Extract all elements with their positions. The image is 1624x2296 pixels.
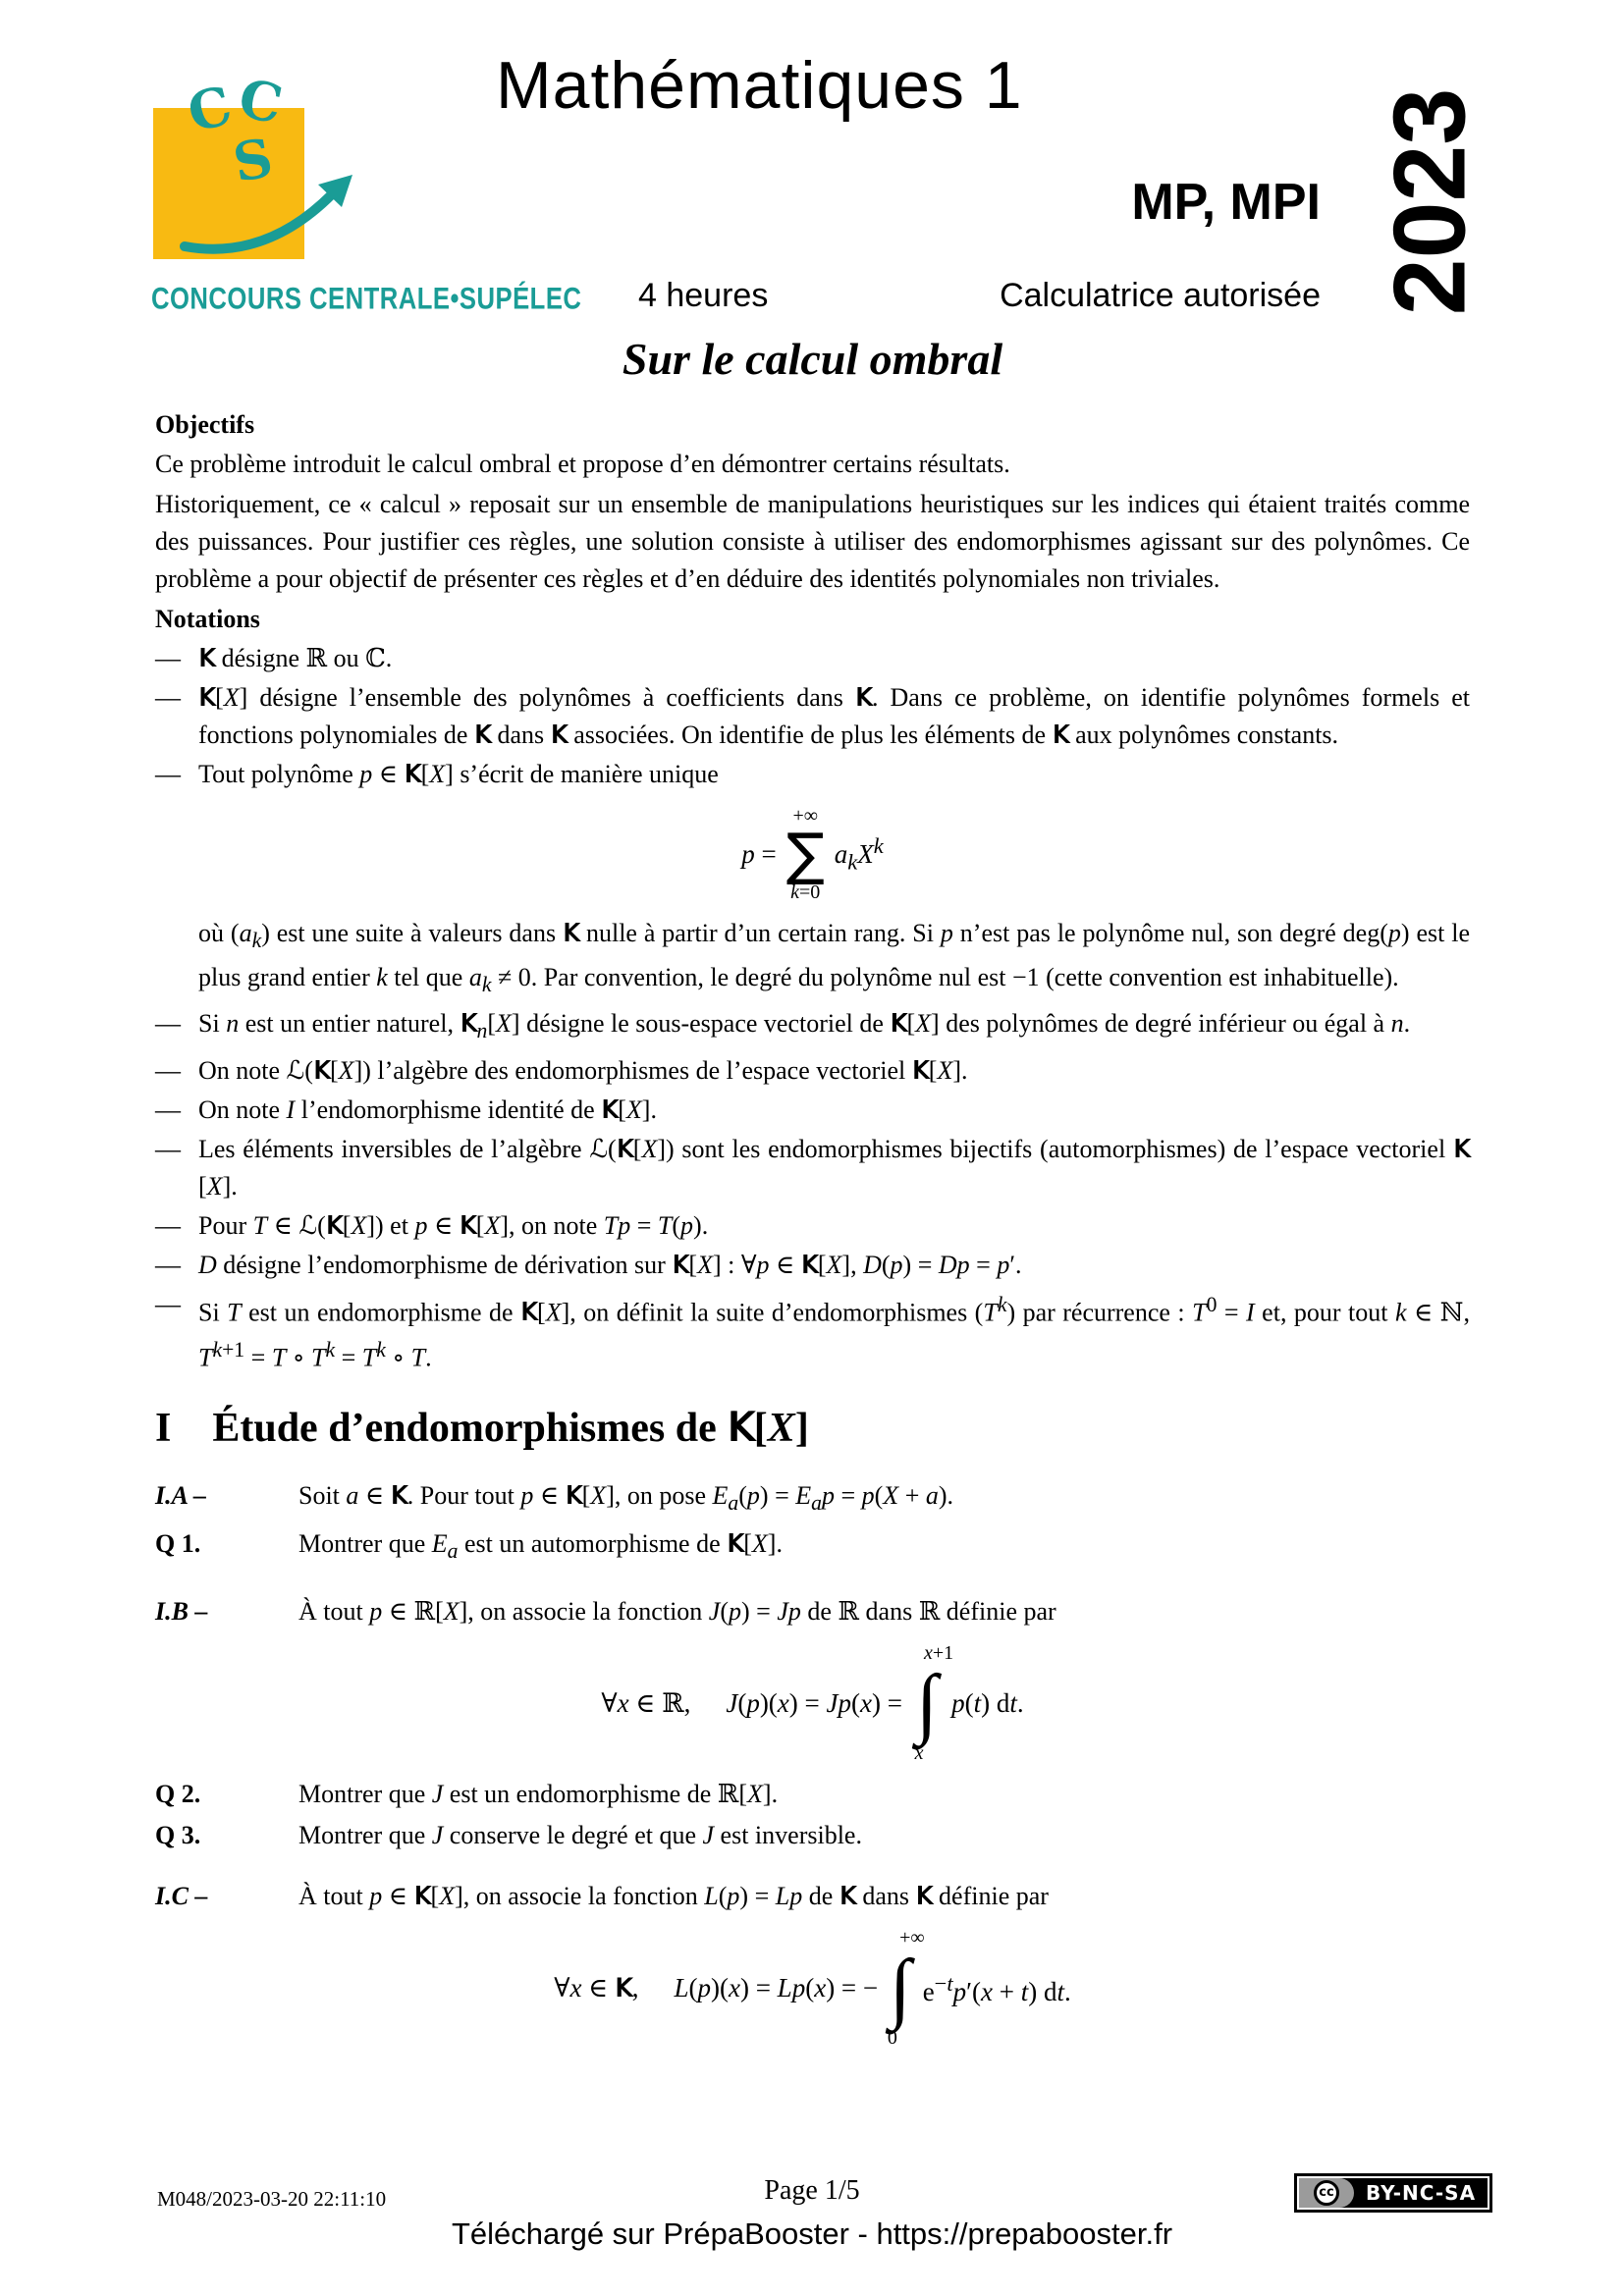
notation-item-7: — Les éléments inversibles de l’algèbre ℒ(K K[X]) sont les endomorphismes bijectifs (automorphismes) de l’espace vectoriel K K[X]. xyxy=(155,1131,1470,1205)
sum-upper-limit: +∞ xyxy=(792,805,818,827)
question-2: Q 2. Montrer que J est un endomorphisme de ℝ[X]. xyxy=(155,1776,1470,1813)
item-IC: I.C – À tout p ∈ K K[X], on associe la fonction L(p) = Lp de K K dans K K définie par xyxy=(155,1878,1470,1915)
objectifs-paragraph-1: Ce problème introduit le calcul ombral et propose d’en démontrer certains résultats. xyxy=(155,450,1010,478)
notation-item-8: — Pour T ∈ ℒ(K K[X]) et p ∈ K K[X], on note Tp = T(p). xyxy=(155,1207,1470,1245)
dash-bullet: — xyxy=(155,1289,181,1318)
integral-icon: ∫ xyxy=(889,1945,911,2032)
integral-upper-limit: +∞ xyxy=(899,1927,925,1949)
dash-bullet: — xyxy=(155,1009,181,1039)
logo-caption: CONCOURS CENTRALE•SUPÉLEC xyxy=(151,281,582,316)
notation-item-6: — On note I l’endomorphisme identité de K K[X]. xyxy=(155,1092,1470,1129)
subject-title: Sur le calcul ombral xyxy=(622,334,1003,384)
ccs-logo xyxy=(147,66,582,332)
dash-bullet: — xyxy=(155,644,181,672)
logo-letter-c2: C xyxy=(233,66,289,136)
integral-lower-limit: x xyxy=(914,1742,924,1765)
exam-title: Mathématiques 1 xyxy=(496,48,1023,123)
integral-icon: ∫ xyxy=(916,1660,938,1747)
sum-operator xyxy=(786,805,825,903)
sum-lower-limit: k=0 xyxy=(790,881,821,903)
question-3: Q 3. Montrer que J conserve le degré et que J est inversible. xyxy=(155,1817,1470,1854)
notation-item-5: — On note ℒ(K K[X]) l’algèbre des endomorphismes de l’espace vectoriel K K[X]. xyxy=(155,1052,1470,1090)
integral-operator xyxy=(912,1642,954,1765)
item-IA: I.A – Soit a ∈ K K. Pour tout p ∈ K K[X], on pose $E_a(p) = E_ap = p(X + a)$. xyxy=(155,1477,1470,1522)
integral-upper-limit: x+1 xyxy=(923,1642,954,1665)
item-IB-label: I.B – xyxy=(155,1597,208,1627)
cc-logo-area xyxy=(1299,2178,1354,2208)
notation-item-9: — D désigne l’endomorphisme de dérivation sur K K[X] : ∀p ∈ K K[X], D(p) = Dp = p′. xyxy=(155,1247,1470,1284)
objectifs-heading: Objectifs xyxy=(155,410,255,439)
dash-bullet: — xyxy=(155,1055,181,1085)
dash-bullet: — xyxy=(155,1210,181,1240)
formula-J-lhs: J(p)(x) = Jp(x) = xyxy=(726,1688,902,1719)
notation-item-10: — Si T est un endomorphisme de K K[X], on définit la suite d’endomorphismes $(T^k)$ par récurrence : $T^0 = I$ et, pour tout k ∈ ℕ, $T^{k+1} = T$ ∘ $T^k = T^k$ ∘ T. xyxy=(155,1286,1470,1377)
logo-letter-s: S xyxy=(228,126,278,194)
formula-L-quantifier: ∀x ∈ K K, xyxy=(554,1969,638,2006)
formula-J-integrand: p(t) dt. xyxy=(951,1688,1024,1719)
dash-bullet: — xyxy=(155,1134,181,1163)
integral-formula-L xyxy=(155,1927,1470,2049)
cc-license-text: BY-NC-SA xyxy=(1366,2181,1477,2205)
notation-item-3: — Tout polynôme p ∈ K K[X] s’écrit de manière unique xyxy=(155,756,1470,793)
exam-year: 2023 xyxy=(1373,87,1488,316)
objectifs-paragraph-2: Historiquement, ce « calcul » reposait sur un ensemble de manipulations heuristiques sur les indices qui étaient traités comme des puissances. Pour justifier ces règles, une solution consiste à utiliser des endomorphismes agissant sur des polynômes. Ce problème a pour objectif de présenter ces règles et d’en déduire des identités polynomiales non triviales. xyxy=(155,490,1470,593)
section-1-heading: I Étude d’endomorphismes de K K[X] xyxy=(155,1405,1470,1452)
footer-doc-id: M048/2023-03-20 22:11:10 xyxy=(157,2187,387,2211)
sigma-icon: ∑ xyxy=(785,821,825,887)
calculator-note: Calculatrice autorisée xyxy=(1000,277,1321,314)
notations-heading: Notations xyxy=(155,605,260,633)
formula-J-quantifier: ∀x ∈ ℝ, xyxy=(601,1688,691,1719)
cc-license-badge xyxy=(1294,2173,1492,2213)
integral-formula-J xyxy=(155,1642,1470,1764)
sum-formula-lhs: p = xyxy=(741,839,777,869)
item-IB: I.B – À tout p ∈ ℝ[X], on associe la fonction J(p) = Jp de ℝ dans ℝ définie par xyxy=(155,1593,1470,1630)
exam-track: MP, MPI xyxy=(1131,174,1321,231)
item-IC-label: I.C – xyxy=(155,1882,208,1911)
sum-formula-rhs: $a_kX^k$ xyxy=(834,832,884,875)
formula-L-lhs: L(p)(x) = Lp(x) = − xyxy=(674,1973,879,2003)
footer-page-number: Page 1/5 xyxy=(764,2175,860,2206)
formula-L-integrand: $e^{-t}p'(x + t)$ dt. xyxy=(922,1971,1071,2007)
cc-icon: cc xyxy=(1314,2180,1339,2206)
sum-formula xyxy=(155,805,1470,903)
dash-bullet: — xyxy=(155,760,181,788)
notation-item-4: — Si n est un entier naturel, K $K_n[X]$ désigne le sous-espace vectoriel de K K[X] des polynômes de degré inférieur ou égal à n. xyxy=(155,1005,1470,1049)
notation-item-2: — K K[X] désigne l’ensemble des polynômes à coefficients dans K K. Dans ce problème, on identifie polynômes formels et fonctions polynomiales de K K dans K K associées. On identifie de plus les éléments de K K aux polynômes constants. xyxy=(155,679,1470,754)
dash-bullet: — xyxy=(155,1250,181,1279)
question-3-label: Q 3. xyxy=(155,1821,201,1850)
question-1: Q 1. Montrer que $E_a$ est un automorphisme de K K[X]. xyxy=(155,1525,1470,1570)
notation-item-1: — K K désigne ℝ ou ℂ. xyxy=(155,640,1470,677)
integral-operator xyxy=(887,1927,925,2050)
dash-bullet: — xyxy=(155,1095,181,1124)
item-IA-label: I.A – xyxy=(155,1480,207,1510)
question-2-label: Q 2. xyxy=(155,1780,201,1809)
notation-item-3-continued: où $(a_k)$ est une suite à valeurs dans K K nulle à partir d’un certain rang. Si p n’est pas le polynôme nul, son degré deg(p) est le plus grand entier k tel que $a_k \ne 0$. Par convention, le degré du polynôme nul est −1 (cette convention est inhabituelle). xyxy=(155,915,1470,1003)
integral-lower-limit: 0 xyxy=(887,2027,897,2050)
dash-bullet: — xyxy=(155,683,181,712)
exam-duration: 4 heures xyxy=(638,277,769,314)
logo-letter-c1: C xyxy=(181,73,239,145)
document-body xyxy=(155,334,1470,2060)
question-1-label: Q 1. xyxy=(155,1529,201,1559)
download-note: Téléchargé sur PrépaBooster - https://prepabooster.fr xyxy=(451,2216,1173,2251)
